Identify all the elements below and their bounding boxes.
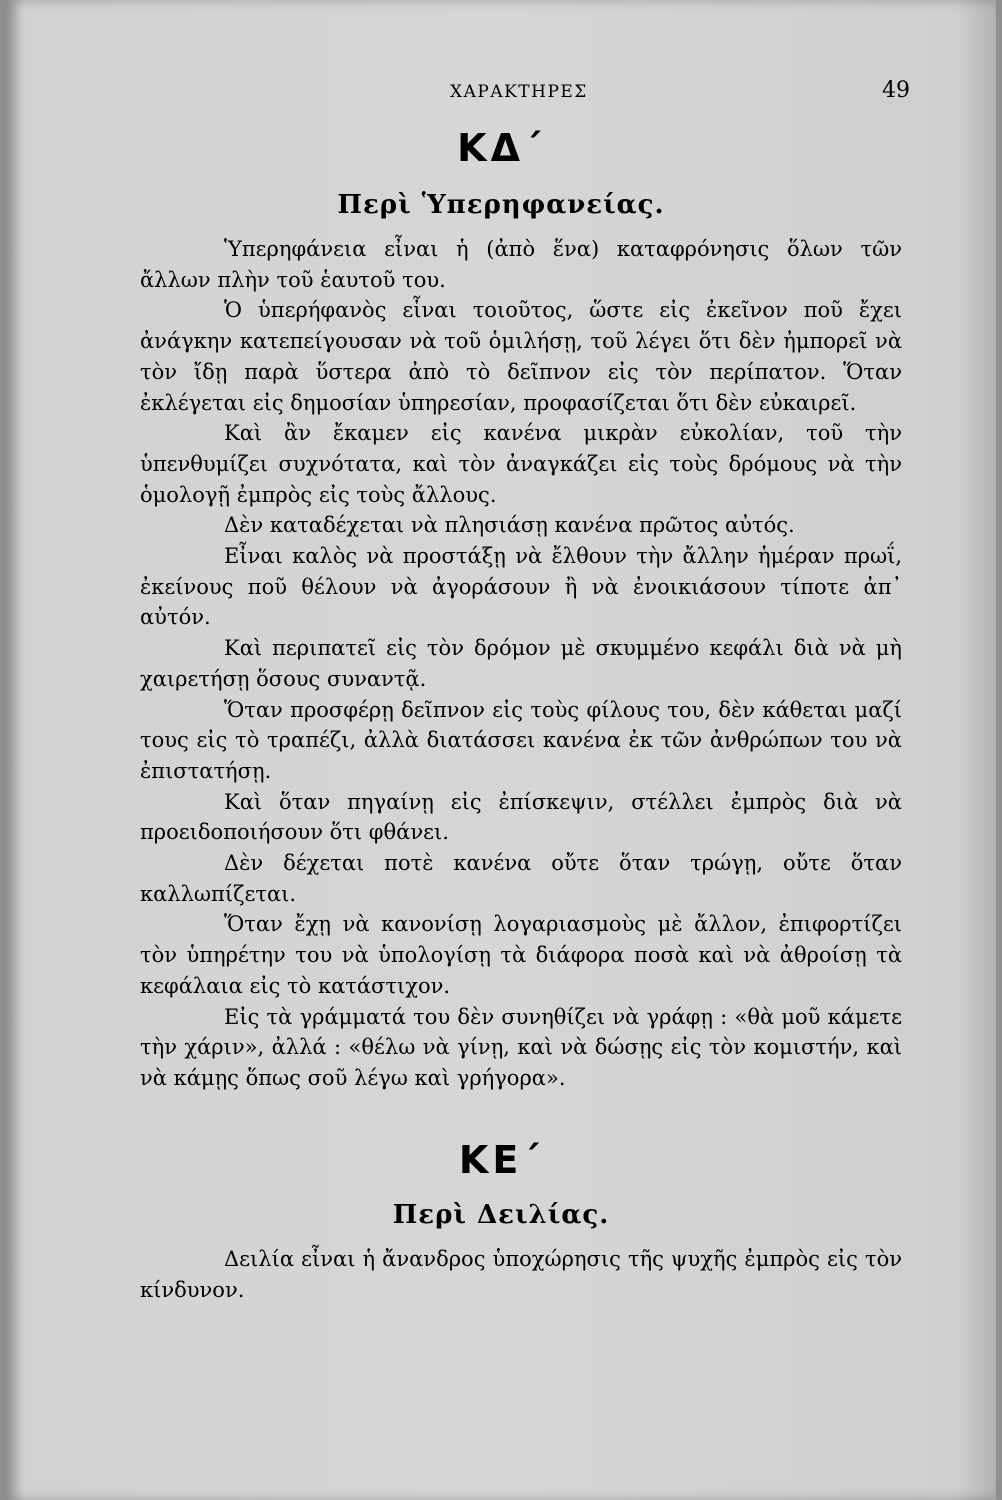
paragraph: Ὑπερηφάνεια εἶναι ἡ (ἀπὸ ἕνα) καταφρόνησις ὅλων τῶν ἄλλων πλὴν τοῦ ἑαυτοῦ του. xyxy=(140,237,902,292)
paragraph: Εἰς τὰ γράμματά του δὲν συνηθίζει νὰ γράφῃ : «θὰ μοῦ κάμετε τὴν χάριν», ἀλλά : «θέλω νὰ γίνῃ, καὶ νὰ δώσῃς εἰς τὸν κομιστήν, καὶ νὰ κάμῃς ὅπως σοῦ λέγω καὶ γρήγορα». xyxy=(140,1004,902,1090)
chapter-title-ke: Περὶ Δειλίας. xyxy=(392,1200,610,1230)
chapter-mark-kd: ΚΔ΄ xyxy=(457,126,545,170)
paragraph: Ὅταν ἔχῃ νὰ κανονίσῃ λογαριασμοὺς μὲ ἄλλον, ἐπιφορτίζει τὸν ὑπηρέτην του νὰ ὑπολογίσῃ τὰ διάφορα ποσὰ καὶ νὰ ἀθροίσῃ τὰ κεφάλαια εἰς τὸ κατάστιχον. xyxy=(140,912,902,998)
chapter-body-kd xyxy=(140,234,902,1094)
paragraph: Ὁ ὑπερήφανὸς εἶναι τοιοῦτος, ὥστε εἰς ἐκεῖνον ποῦ ἔχει ἀνάγκην κατεπείγουσαν νὰ τοῦ ὁμιλήσῃ, τοῦ λέγει ὅτι δὲν ἠμπορεῖ νὰ τὸν ἴδῃ παρὰ ὕστερα ἀπὸ τὸ δεῖπνον εἰς τὸν περίπατον. Ὅταν ἐκλέγεται εἰς δημοσίαν ὑπηρεσίαν, προφασίζεται ὅτι δὲν εὐκαιρεῖ. xyxy=(140,298,902,415)
paragraph: Καὶ περιπατεῖ εἰς τὸν δρόμον μὲ σκυμμένο κεφάλι διὰ νὰ μὴ χαιρετήσῃ ὅσους συναντᾷ. xyxy=(140,636,902,691)
paragraph: Καὶ ὅταν πηγαίνῃ εἰς ἐπίσκεψιν, στέλλει ἐμπρὸς διὰ νὰ προειδοποιήσουν ὅτι φθάνει. xyxy=(140,789,902,845)
paragraph: Δὲν δέχεται ποτὲ κανένα οὔτε ὅταν τρώγῃ, οὔτε ὅταν καλλωπίζεται. xyxy=(140,851,902,906)
paragraph: Δὲν καταδέχεται νὰ πλησιάσῃ κανένα πρῶτος αὐτός. xyxy=(224,513,795,538)
running-head xyxy=(160,78,910,104)
paragraph: Ὅταν προσφέρῃ δεῖπνον εἰς τοὺς φίλους του, δὲν κάθεται μαζί τους εἰς τὸ τραπέζι, ἀλλὰ διατάσσει κανένα ἐκ τῶν ἀνθρώπων του νὰ ἐπιστατήσῃ. xyxy=(140,697,902,783)
paragraph: Καὶ ἂν ἔκαμεν εἰς κανένα μικρὰν εὐκολίαν, τοῦ τὴν ὑπενθυμίζει συχνότατα, καὶ τὸν ἀναγκάζει εἰς τοὺς δρόμους νὰ τὴν ὁμολογῇ ἐμπρὸς εἰς τοὺς ἄλλους. xyxy=(140,421,902,507)
chapter-title-kd: Περὶ Ὑπερηφανείας. xyxy=(337,190,665,220)
chapter-body-ke xyxy=(140,1244,902,1305)
paragraph: Δειλία εἶναι ἡ ἄνανδρος ὑποχώρησις τῆς ψυχῆς ἐμπρὸς εἰς τὸν κίνδυνον. xyxy=(140,1247,902,1302)
page-number: 49 xyxy=(882,78,910,103)
paragraph: Εἶναι καλὸς νὰ προστάξῃ νὰ ἔλθουν τὴν ἄλλην ἡμέραν πρωΐ, ἐκείνους ποῦ θέλουν νὰ ἀγοράσουν ἢ νὰ ἐνοικιάσουν τίποτε ἀπ᾽ αὐτόν. xyxy=(140,544,902,630)
chapter-mark-ke: ΚΕ΄ xyxy=(458,1138,544,1182)
running-title: ΧΑΡΑΚΤΗΡΕΣ xyxy=(450,82,588,102)
